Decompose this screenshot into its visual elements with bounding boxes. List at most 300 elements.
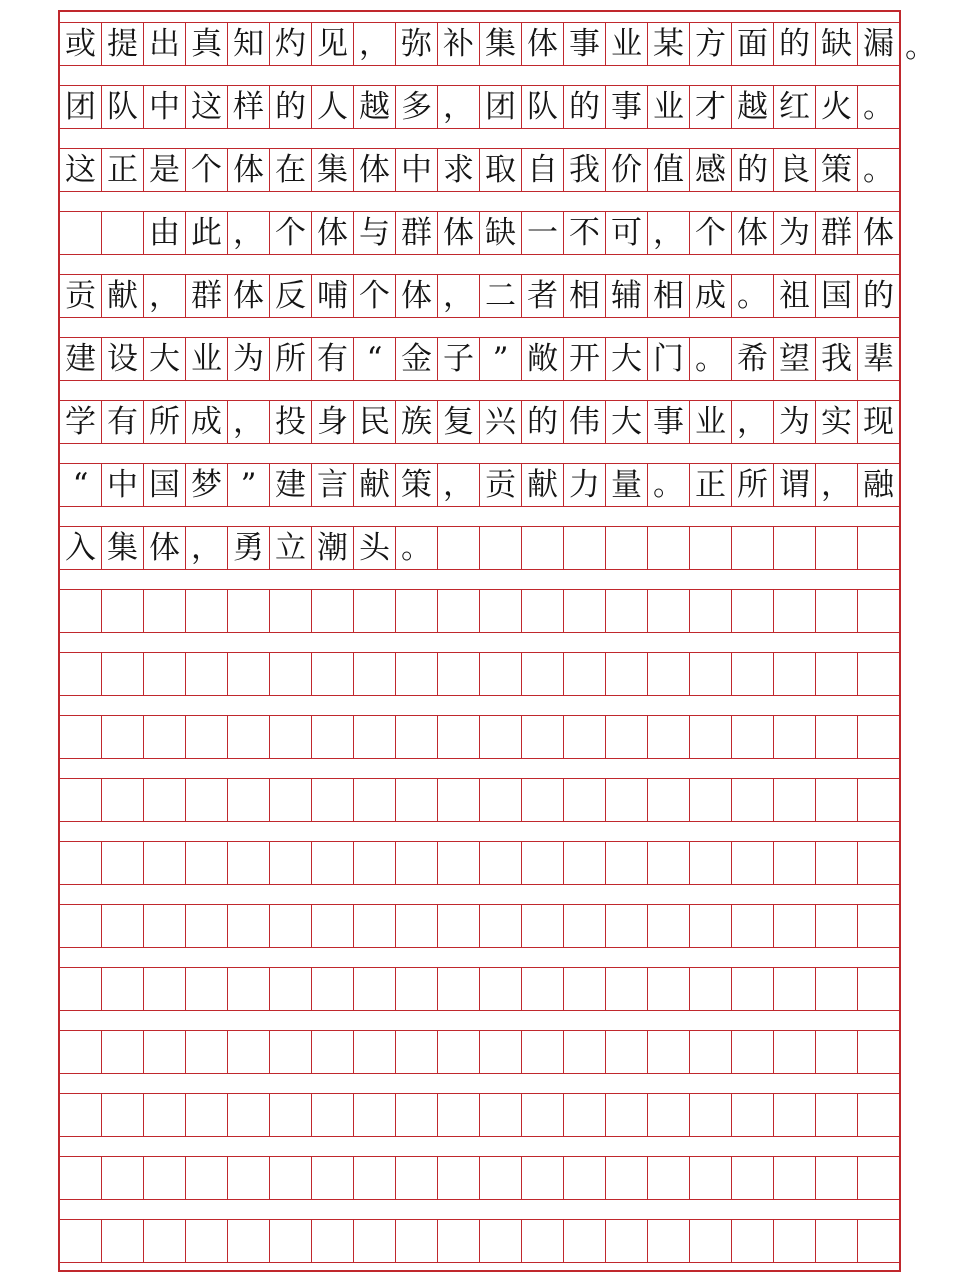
grid-cell: ， bbox=[648, 212, 690, 254]
grid-cell: ， bbox=[732, 401, 774, 443]
grid-cell: 投 bbox=[270, 401, 312, 443]
grid-cell: 取 bbox=[480, 149, 522, 191]
grid-cell bbox=[228, 1220, 270, 1262]
grid-cell: “ bbox=[60, 464, 102, 506]
grid-row bbox=[60, 1156, 899, 1200]
grid-cell bbox=[102, 590, 144, 632]
grid-row bbox=[60, 715, 899, 759]
grid-cell bbox=[270, 905, 312, 947]
grid-cell: 灼 bbox=[270, 23, 312, 65]
grid-cell bbox=[774, 842, 816, 884]
grid-cell: 现 bbox=[863, 403, 894, 440]
grid-row bbox=[60, 1093, 899, 1137]
grid-cell bbox=[858, 1220, 899, 1262]
grid-cell: 体 bbox=[354, 149, 396, 191]
grid-cell: 为 bbox=[774, 401, 816, 443]
grid-cell bbox=[732, 1094, 774, 1136]
grid-cell: 希 bbox=[732, 338, 774, 380]
grid-cell: 越 bbox=[354, 86, 396, 128]
grid-cell bbox=[144, 968, 186, 1010]
grid-cell: 或 bbox=[60, 23, 102, 65]
grid-cell bbox=[438, 716, 480, 758]
grid-cell bbox=[438, 527, 480, 569]
grid-cell bbox=[648, 779, 690, 821]
grid-cell bbox=[522, 968, 564, 1010]
grid-cell bbox=[816, 527, 858, 569]
grid-row bbox=[60, 652, 899, 696]
grid-cell: ， bbox=[354, 23, 396, 65]
grid-cell: 者 bbox=[522, 275, 564, 317]
grid-cell bbox=[270, 1094, 312, 1136]
grid-cell: 可 bbox=[606, 212, 648, 254]
grid-cell: 体 bbox=[863, 214, 894, 251]
grid-cell bbox=[480, 779, 522, 821]
grid-cell bbox=[816, 968, 858, 1010]
grid-cell bbox=[648, 716, 690, 758]
grid-cell bbox=[606, 653, 648, 695]
grid-cell bbox=[564, 716, 606, 758]
grid-cell: 的 bbox=[522, 401, 564, 443]
grid-cell bbox=[270, 1031, 312, 1073]
grid-cell bbox=[480, 968, 522, 1010]
grid-cell bbox=[60, 905, 102, 947]
grid-cell: 。 bbox=[732, 275, 774, 317]
grid-cell: 正 bbox=[102, 149, 144, 191]
grid-row bbox=[60, 463, 899, 507]
grid-cell bbox=[312, 779, 354, 821]
grid-cell: 族 bbox=[396, 401, 438, 443]
grid-cell: 为 bbox=[228, 338, 270, 380]
grid-cell bbox=[690, 527, 732, 569]
grid-cell: 敞 bbox=[522, 338, 564, 380]
grid-cell bbox=[438, 779, 480, 821]
grid-cell bbox=[690, 779, 732, 821]
grid-cell bbox=[60, 1220, 102, 1262]
grid-cell: 的 bbox=[564, 86, 606, 128]
grid-cell: 出 bbox=[144, 23, 186, 65]
grid-cell bbox=[396, 653, 438, 695]
grid-cell bbox=[732, 716, 774, 758]
grid-cell: 业 bbox=[648, 86, 690, 128]
grid-cell bbox=[102, 1157, 144, 1199]
grid-cell: 伟 bbox=[564, 401, 606, 443]
grid-cell: 谓 bbox=[774, 464, 816, 506]
grid-cell bbox=[186, 779, 228, 821]
grid-cell: 。 bbox=[690, 338, 732, 380]
grid-cell bbox=[816, 779, 858, 821]
grid-cell bbox=[144, 1157, 186, 1199]
grid-cell: 的 bbox=[270, 86, 312, 128]
grid-cell bbox=[60, 1031, 102, 1073]
grid-cell bbox=[606, 716, 648, 758]
grid-cell: 贡 bbox=[60, 275, 102, 317]
grid-cell bbox=[480, 905, 522, 947]
grid-row bbox=[60, 1030, 899, 1074]
grid-cell bbox=[312, 1031, 354, 1073]
grid-cell: 体 bbox=[312, 212, 354, 254]
grid-cell: 建 bbox=[270, 464, 312, 506]
grid-cell: 实 bbox=[816, 401, 858, 443]
grid-cell bbox=[354, 905, 396, 947]
grid-cell: 成 bbox=[186, 401, 228, 443]
grid-cell: ” bbox=[480, 338, 522, 380]
grid-row bbox=[60, 148, 899, 192]
grid-cell: 与 bbox=[354, 212, 396, 254]
grid-cell bbox=[312, 1157, 354, 1199]
grid-cell bbox=[564, 968, 606, 1010]
grid-cell bbox=[774, 968, 816, 1010]
grid-cell bbox=[312, 653, 354, 695]
grid-cell bbox=[648, 968, 690, 1010]
grid-row bbox=[60, 1219, 899, 1263]
grid-cell: 为 bbox=[774, 212, 816, 254]
grid-cell bbox=[186, 1031, 228, 1073]
grid-cell: ， bbox=[438, 464, 480, 506]
grid-cell bbox=[228, 968, 270, 1010]
grid-cell bbox=[228, 590, 270, 632]
grid-cell bbox=[522, 527, 564, 569]
grid-cell: 建 bbox=[60, 338, 102, 380]
grid-cell: 多 bbox=[396, 86, 438, 128]
grid-cell: 事 bbox=[564, 23, 606, 65]
grid-cell bbox=[648, 1094, 690, 1136]
grid-cell bbox=[522, 779, 564, 821]
grid-cell: ， bbox=[186, 527, 228, 569]
grid-cell bbox=[228, 779, 270, 821]
grid-cell: ， bbox=[816, 464, 858, 506]
grid-cell bbox=[270, 590, 312, 632]
grid-cell: “ bbox=[354, 338, 396, 380]
grid-cell bbox=[396, 968, 438, 1010]
grid-cell: 见 bbox=[312, 23, 354, 65]
grid-cell bbox=[606, 1220, 648, 1262]
grid-cell: 开 bbox=[564, 338, 606, 380]
grid-cell bbox=[564, 1220, 606, 1262]
grid-cell bbox=[102, 779, 144, 821]
grid-cell bbox=[102, 905, 144, 947]
grid-row bbox=[60, 589, 899, 633]
grid-row bbox=[60, 400, 899, 444]
grid-cell: 队 bbox=[102, 86, 144, 128]
grid-cell: 的 bbox=[732, 149, 774, 191]
grid-cell: 是 bbox=[144, 149, 186, 191]
grid-cell bbox=[564, 779, 606, 821]
grid-cell bbox=[690, 1031, 732, 1073]
grid-cell: 相 bbox=[564, 275, 606, 317]
grid-cell bbox=[144, 905, 186, 947]
grid-cell: 哺 bbox=[312, 275, 354, 317]
grid-cell bbox=[144, 1094, 186, 1136]
grid-row bbox=[60, 274, 899, 318]
grid-cell bbox=[816, 653, 858, 695]
grid-cell: 融 bbox=[863, 466, 894, 503]
grid-cell bbox=[354, 1094, 396, 1136]
grid-cell bbox=[522, 905, 564, 947]
grid-cell bbox=[396, 1157, 438, 1199]
grid-cell bbox=[396, 590, 438, 632]
grid-cell: 由 bbox=[144, 212, 186, 254]
grid-cell bbox=[438, 1220, 480, 1262]
grid-cell bbox=[480, 527, 522, 569]
grid-cell bbox=[438, 590, 480, 632]
grid-cell: 中 bbox=[144, 86, 186, 128]
grid-cell: 子 bbox=[438, 338, 480, 380]
grid-cell bbox=[564, 527, 606, 569]
grid-cell bbox=[816, 1094, 858, 1136]
grid-cell: 队 bbox=[522, 86, 564, 128]
grid-cell: 群 bbox=[186, 275, 228, 317]
grid-cell: 大 bbox=[144, 338, 186, 380]
grid-row bbox=[60, 841, 899, 885]
grid-row bbox=[60, 22, 899, 66]
grid-cell bbox=[690, 1157, 732, 1199]
grid-cell: 体 bbox=[438, 212, 480, 254]
grid-cell: 群 bbox=[396, 212, 438, 254]
grid-cell bbox=[480, 653, 522, 695]
grid-cell: 成 bbox=[690, 275, 732, 317]
grid-cell bbox=[438, 842, 480, 884]
grid-cell: 良 bbox=[774, 149, 816, 191]
grid-cell: 这 bbox=[186, 86, 228, 128]
grid-cell: 门 bbox=[648, 338, 690, 380]
grid-cell bbox=[102, 653, 144, 695]
grid-cell bbox=[774, 1094, 816, 1136]
grid-cell bbox=[774, 590, 816, 632]
grid-cell bbox=[60, 968, 102, 1010]
grid-cell: 策 bbox=[816, 149, 858, 191]
grid-cell bbox=[606, 968, 648, 1010]
grid-cell bbox=[438, 653, 480, 695]
grid-cell bbox=[522, 1094, 564, 1136]
grid-cell bbox=[774, 1220, 816, 1262]
grid-cell bbox=[270, 653, 312, 695]
grid-cell bbox=[858, 779, 899, 821]
grid-cell bbox=[858, 842, 899, 884]
grid-cell bbox=[396, 1094, 438, 1136]
grid-cell: 这 bbox=[60, 149, 102, 191]
grid-cell: ， bbox=[438, 86, 480, 128]
grid-cell bbox=[480, 716, 522, 758]
grid-cell bbox=[144, 1031, 186, 1073]
grid-cell bbox=[858, 968, 899, 1010]
grid-cell bbox=[270, 779, 312, 821]
grid-cell bbox=[228, 1031, 270, 1073]
grid-cell: 事 bbox=[606, 86, 648, 128]
grid-cell bbox=[354, 653, 396, 695]
grid-cell: 团 bbox=[480, 86, 522, 128]
grid-cell bbox=[438, 968, 480, 1010]
grid-cell bbox=[858, 905, 899, 947]
grid-cell: 大 bbox=[606, 401, 648, 443]
grid-cell bbox=[186, 590, 228, 632]
grid-cell: 才 bbox=[690, 86, 732, 128]
grid-cell bbox=[690, 590, 732, 632]
grid-cell: 金 bbox=[396, 338, 438, 380]
grid-cell: 一 bbox=[522, 212, 564, 254]
grid-cell bbox=[858, 653, 899, 695]
grid-cell: 自 bbox=[522, 149, 564, 191]
grid-cell bbox=[186, 905, 228, 947]
grid-cell bbox=[60, 1094, 102, 1136]
grid-cell bbox=[606, 1094, 648, 1136]
grid-cell bbox=[774, 527, 816, 569]
grid-cell bbox=[396, 1220, 438, 1262]
grid-cell bbox=[606, 1157, 648, 1199]
grid-cell: 补 bbox=[438, 23, 480, 65]
grid-cell bbox=[396, 842, 438, 884]
grid-cell bbox=[774, 1157, 816, 1199]
grid-cell: 个 bbox=[270, 212, 312, 254]
grid-cell bbox=[396, 779, 438, 821]
grid-cell bbox=[522, 1157, 564, 1199]
grid-row bbox=[60, 211, 899, 255]
grid-cell: 体 bbox=[228, 149, 270, 191]
grid-cell: 大 bbox=[606, 338, 648, 380]
grid-cell bbox=[270, 1220, 312, 1262]
grid-cell bbox=[312, 1220, 354, 1262]
grid-cell bbox=[312, 968, 354, 1010]
grid-cell bbox=[312, 716, 354, 758]
grid-cell: ” bbox=[228, 464, 270, 506]
grid-cell bbox=[396, 716, 438, 758]
grid-cell: 的 bbox=[863, 277, 894, 314]
grid-cell bbox=[144, 716, 186, 758]
grid-cell bbox=[480, 842, 522, 884]
grid-cell: ， bbox=[438, 275, 480, 317]
grid-cell bbox=[186, 842, 228, 884]
grid-cell: 正 bbox=[690, 464, 732, 506]
grid-cell bbox=[60, 1157, 102, 1199]
grid-cell: 提 bbox=[102, 23, 144, 65]
grid-cell bbox=[354, 1031, 396, 1073]
grid-cell: 所 bbox=[144, 401, 186, 443]
composition-grid-paper bbox=[58, 10, 901, 1272]
grid-cell: 设 bbox=[102, 338, 144, 380]
grid-cell: 方 bbox=[690, 23, 732, 65]
grid-cell bbox=[270, 842, 312, 884]
grid-row bbox=[60, 526, 899, 570]
grid-cell bbox=[816, 716, 858, 758]
grid-cell: 缺 bbox=[480, 212, 522, 254]
grid-cell bbox=[144, 590, 186, 632]
grid-cell bbox=[816, 1220, 858, 1262]
grid-cell: 火 bbox=[816, 86, 858, 128]
grid-cell bbox=[606, 779, 648, 821]
grid-cell bbox=[648, 1220, 690, 1262]
grid-cell bbox=[816, 1031, 858, 1073]
grid-cell bbox=[774, 779, 816, 821]
grid-row bbox=[60, 904, 899, 948]
grid-cell bbox=[270, 968, 312, 1010]
grid-cell bbox=[690, 1220, 732, 1262]
grid-cell bbox=[690, 968, 732, 1010]
grid-cell bbox=[816, 905, 858, 947]
grid-cell bbox=[690, 716, 732, 758]
grid-cell: 某 bbox=[648, 23, 690, 65]
grid-cell bbox=[102, 968, 144, 1010]
grid-cell bbox=[396, 1031, 438, 1073]
grid-cell bbox=[648, 842, 690, 884]
grid-cell bbox=[102, 716, 144, 758]
grid-cell bbox=[606, 527, 648, 569]
grid-cell: 在 bbox=[270, 149, 312, 191]
grid-cell bbox=[312, 590, 354, 632]
grid-cell: 二 bbox=[480, 275, 522, 317]
grid-cell: 真 bbox=[186, 23, 228, 65]
grid-cell bbox=[480, 1094, 522, 1136]
grid-cell bbox=[564, 905, 606, 947]
grid-cell bbox=[186, 1157, 228, 1199]
grid-cell bbox=[606, 590, 648, 632]
grid-cell bbox=[858, 590, 899, 632]
grid-cell: 体 bbox=[732, 212, 774, 254]
grid-cell bbox=[186, 1220, 228, 1262]
grid-cell: 集 bbox=[480, 23, 522, 65]
grid-cell bbox=[774, 1031, 816, 1073]
grid-cell bbox=[522, 1031, 564, 1073]
grid-cell bbox=[60, 653, 102, 695]
grid-cell bbox=[732, 1031, 774, 1073]
grid-cell bbox=[354, 590, 396, 632]
grid-cell bbox=[522, 1220, 564, 1262]
grid-cell: 中 bbox=[396, 149, 438, 191]
grid-cell: 面 bbox=[732, 23, 774, 65]
grid-cell: 立 bbox=[270, 527, 312, 569]
grid-cell bbox=[60, 716, 102, 758]
grid-cell bbox=[228, 716, 270, 758]
grid-cell bbox=[732, 842, 774, 884]
grid-cell bbox=[606, 905, 648, 947]
grid-cell: 感 bbox=[690, 149, 732, 191]
grid-cell: 的 bbox=[774, 23, 816, 65]
grid-cell: 国 bbox=[816, 275, 858, 317]
grid-cell: 集 bbox=[102, 527, 144, 569]
grid-cell: 缺 bbox=[816, 23, 858, 65]
grid-cell: 弥 bbox=[396, 23, 438, 65]
grid-cell bbox=[312, 1094, 354, 1136]
grid-cell bbox=[732, 779, 774, 821]
grid-cell: 望 bbox=[774, 338, 816, 380]
grid-cell bbox=[438, 905, 480, 947]
grid-cell: 祖 bbox=[774, 275, 816, 317]
grid-cell: 业 bbox=[186, 338, 228, 380]
grid-cell: 贡 bbox=[480, 464, 522, 506]
grid-cell: 我 bbox=[816, 338, 858, 380]
grid-cell: 样 bbox=[228, 86, 270, 128]
grid-cell: 。 bbox=[648, 464, 690, 506]
grid-cell: 我 bbox=[564, 149, 606, 191]
grid-cell: 辈 bbox=[863, 340, 894, 377]
grid-cell: 言 bbox=[312, 464, 354, 506]
grid-cell bbox=[144, 842, 186, 884]
grid-cell: 身 bbox=[312, 401, 354, 443]
grid-cell: 民 bbox=[354, 401, 396, 443]
grid-cell: 漏 bbox=[863, 25, 894, 62]
grid-cell: 个 bbox=[354, 275, 396, 317]
grid-cell bbox=[690, 653, 732, 695]
grid-cell bbox=[606, 1031, 648, 1073]
grid-cell bbox=[60, 779, 102, 821]
grid-cell bbox=[816, 842, 858, 884]
grid-cell: ， bbox=[228, 401, 270, 443]
grid-cell bbox=[732, 653, 774, 695]
grid-cell: 体 bbox=[144, 527, 186, 569]
grid-cell: 业 bbox=[606, 23, 648, 65]
grid-cell bbox=[564, 842, 606, 884]
grid-cell bbox=[732, 1157, 774, 1199]
grid-cell: 相 bbox=[648, 275, 690, 317]
grid-cell bbox=[228, 1157, 270, 1199]
